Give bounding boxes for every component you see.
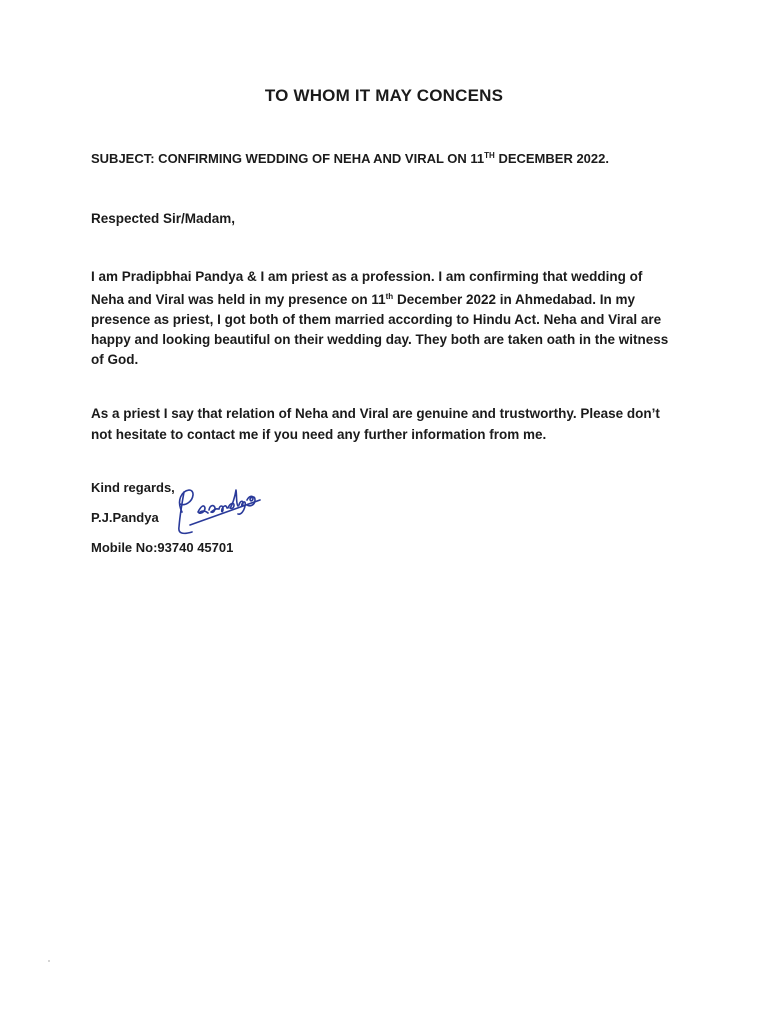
- handwritten-signature: [168, 478, 273, 538]
- salutation: Respected Sir/Madam,: [91, 211, 236, 226]
- paragraph-1-line-2-prefix: Neha and Viral was held in my presence on 11: [91, 292, 386, 307]
- paragraph-1-line-2: [91, 287, 695, 310]
- subject-superscript: TH: [484, 151, 495, 160]
- paragraph-1-superscript: th: [385, 292, 394, 301]
- paragraph-1-line-5: of God.: [91, 352, 139, 367]
- mobile-number: Mobile No:93740 45701: [91, 540, 234, 555]
- body-paragraph-1: [91, 267, 695, 370]
- subject-suffix: DECEMBER 2022.: [494, 151, 609, 166]
- sender-name: P.J.Pandya: [91, 510, 159, 525]
- paragraph-1-line-2-suffix: December 2022 in Ahmedabad. In my: [393, 292, 636, 307]
- paragraph-1-line-1: I am Pradipbhai Pandya & I am priest as a profession. I am confirming that wedding of: [91, 269, 643, 284]
- body-paragraph-2: [91, 403, 695, 445]
- subject-line: [91, 151, 731, 166]
- scan-artifact: [48, 960, 50, 962]
- paragraph-1-line-4: happy and looking beautiful on their wedding day. They both are taken oath in the witness: [91, 332, 669, 347]
- paragraph-2-line-1: As a priest I say that relation of Neha and Viral are genuine and trustworthy. Please don’t: [91, 406, 660, 421]
- paragraph-2-line-2: not hesitate to contact me if you need any further information from me.: [91, 427, 547, 442]
- letter-title: TO WHOM IT MAY CONCENS: [264, 86, 504, 105]
- closing-regards: Kind regards,: [91, 480, 175, 495]
- paragraph-1-line-3: presence as priest, I got both of them married according to Hindu Act. Neha and Viral are: [91, 312, 662, 327]
- subject-prefix: SUBJECT: CONFIRMING WEDDING OF NEHA AND VIRAL ON 11: [91, 151, 485, 166]
